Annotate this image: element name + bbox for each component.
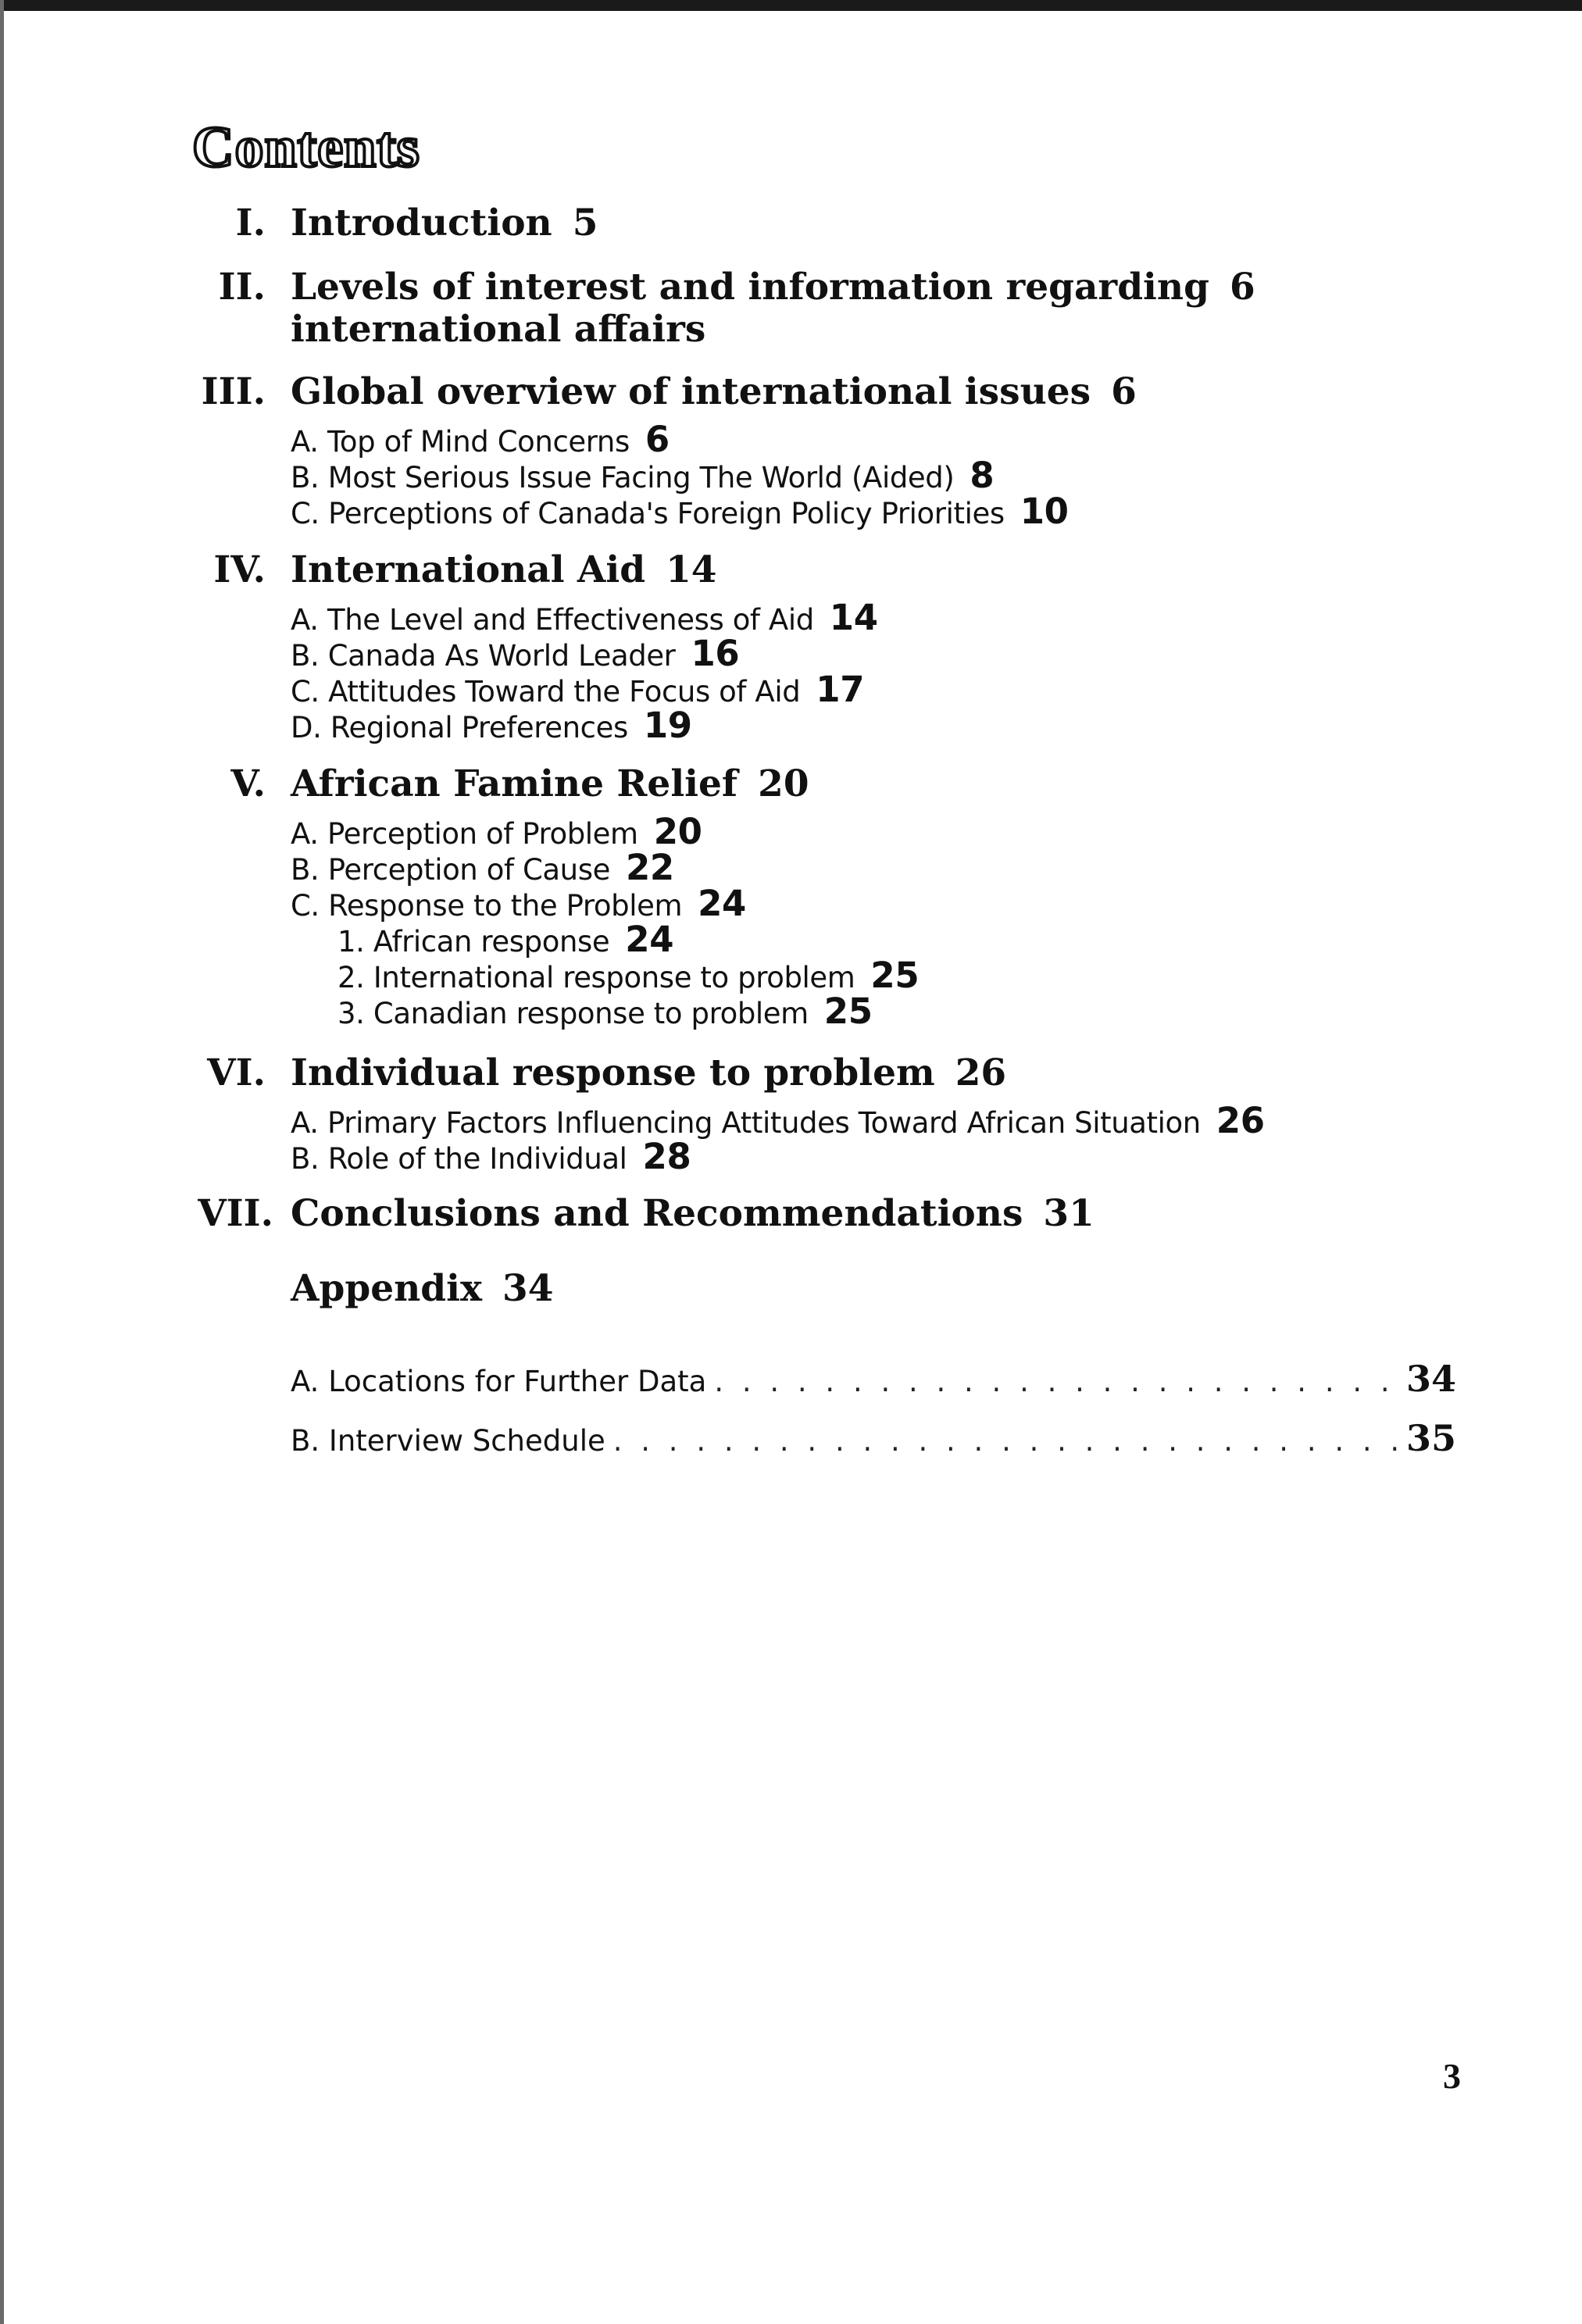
subsection-page: 24 (698, 883, 746, 924)
appendix-title[interactable]: Appendix 34 (291, 1267, 554, 1310)
subsection-item[interactable]: B. Canada As World Leader 16 (291, 633, 740, 674)
section-number: II. (218, 266, 266, 309)
section-title[interactable]: Global overview of international issues 6 (291, 370, 1137, 413)
section-title-line2: international affairs (291, 308, 706, 351)
appendix-item-page: 35 (1405, 1417, 1456, 1459)
subsection-page: 22 (625, 847, 674, 888)
subsubsection-item[interactable]: 3. Canadian response to problem 25 (337, 991, 873, 1032)
page-title: Contents (192, 116, 420, 180)
section-number: VI. (207, 1051, 266, 1094)
subsection-page: 20 (653, 811, 702, 852)
subsubsection-page: 25 (870, 955, 920, 996)
subsection-item[interactable]: C. Attitudes Toward the Focus of Aid 17 (291, 669, 865, 710)
subsection-page: 19 (643, 705, 692, 746)
subsubsection-item[interactable]: 1. African response 24 (337, 919, 674, 960)
subsubsection-item[interactable]: 2. International response to problem 25 (337, 955, 920, 996)
section-number: V. (230, 762, 266, 805)
page-number: 3 (1443, 2056, 1461, 2096)
section-number: I. (235, 202, 266, 245)
section-page: 5 (572, 202, 598, 245)
subsection-page: 17 (816, 669, 865, 710)
subsection-item[interactable]: C. Perceptions of Canada's Foreign Policy Priorities 10 (291, 491, 1069, 532)
subsection-page: 6 (645, 419, 670, 460)
subsection-item[interactable]: D. Regional Preferences 19 (291, 705, 692, 746)
subsection-item[interactable]: B. Most Serious Issue Facing The World (Aided) 8 (291, 455, 995, 496)
appendix-item[interactable]: B. Interview Schedule . . . 35 (291, 1420, 1456, 1456)
section-page: 6 (1229, 266, 1255, 309)
subsection-item[interactable]: A. Primary Factors Influencing Attitudes Toward African Situation 26 (291, 1100, 1265, 1141)
subsection-item[interactable]: C. Response to the Problem 24 (291, 883, 746, 924)
section-number: IV. (213, 548, 266, 591)
subsubsection-page: 25 (823, 991, 873, 1032)
section-number: III. (201, 370, 266, 413)
subsection-item[interactable]: A. The Level and Effectiveness of Aid 14 (291, 597, 878, 638)
section-title[interactable]: Conclusions and Recommendations 31 (291, 1192, 1095, 1235)
subsection-page: 16 (691, 633, 740, 674)
appendix-page: 34 (502, 1267, 554, 1310)
section-page: 6 (1111, 370, 1137, 413)
section-page: 14 (666, 548, 717, 591)
subsection-page: 10 (1020, 491, 1069, 532)
subsection-page: 28 (642, 1136, 691, 1177)
section-title[interactable]: Introduction 5 (291, 202, 598, 245)
section-title[interactable]: International Aid 14 (291, 548, 717, 591)
subsection-page: 14 (829, 597, 878, 638)
subsection-item[interactable]: B. Perception of Cause 22 (291, 847, 674, 888)
section-title[interactable]: Individual response to problem 26 (291, 1051, 1007, 1094)
appendix-item[interactable]: A. Locations for Further Data . . . 34 (291, 1361, 1456, 1397)
dot-leader (714, 1367, 1398, 1396)
subsection-item[interactable]: A. Perception of Problem 20 (291, 811, 702, 852)
section-page: 20 (758, 762, 809, 805)
subsubsection-page: 24 (625, 919, 674, 960)
appendix-item-page: 34 (1405, 1358, 1456, 1400)
section-page: 31 (1043, 1192, 1095, 1235)
dot-leader (613, 1426, 1398, 1455)
section-title[interactable]: African Famine Relief 20 (291, 762, 809, 805)
subsection-item[interactable]: A. Top of Mind Concerns 6 (291, 419, 670, 460)
section-number: VII. (198, 1192, 273, 1235)
section-title[interactable]: Levels of interest and information regarding 6 (291, 266, 1255, 309)
top-border (0, 0, 1582, 11)
section-page: 26 (955, 1051, 1007, 1094)
left-border (0, 0, 4, 2324)
subsection-page: 8 (970, 455, 995, 496)
subsection-item[interactable]: B. Role of the Individual 28 (291, 1136, 691, 1177)
subsection-page: 26 (1216, 1100, 1265, 1141)
